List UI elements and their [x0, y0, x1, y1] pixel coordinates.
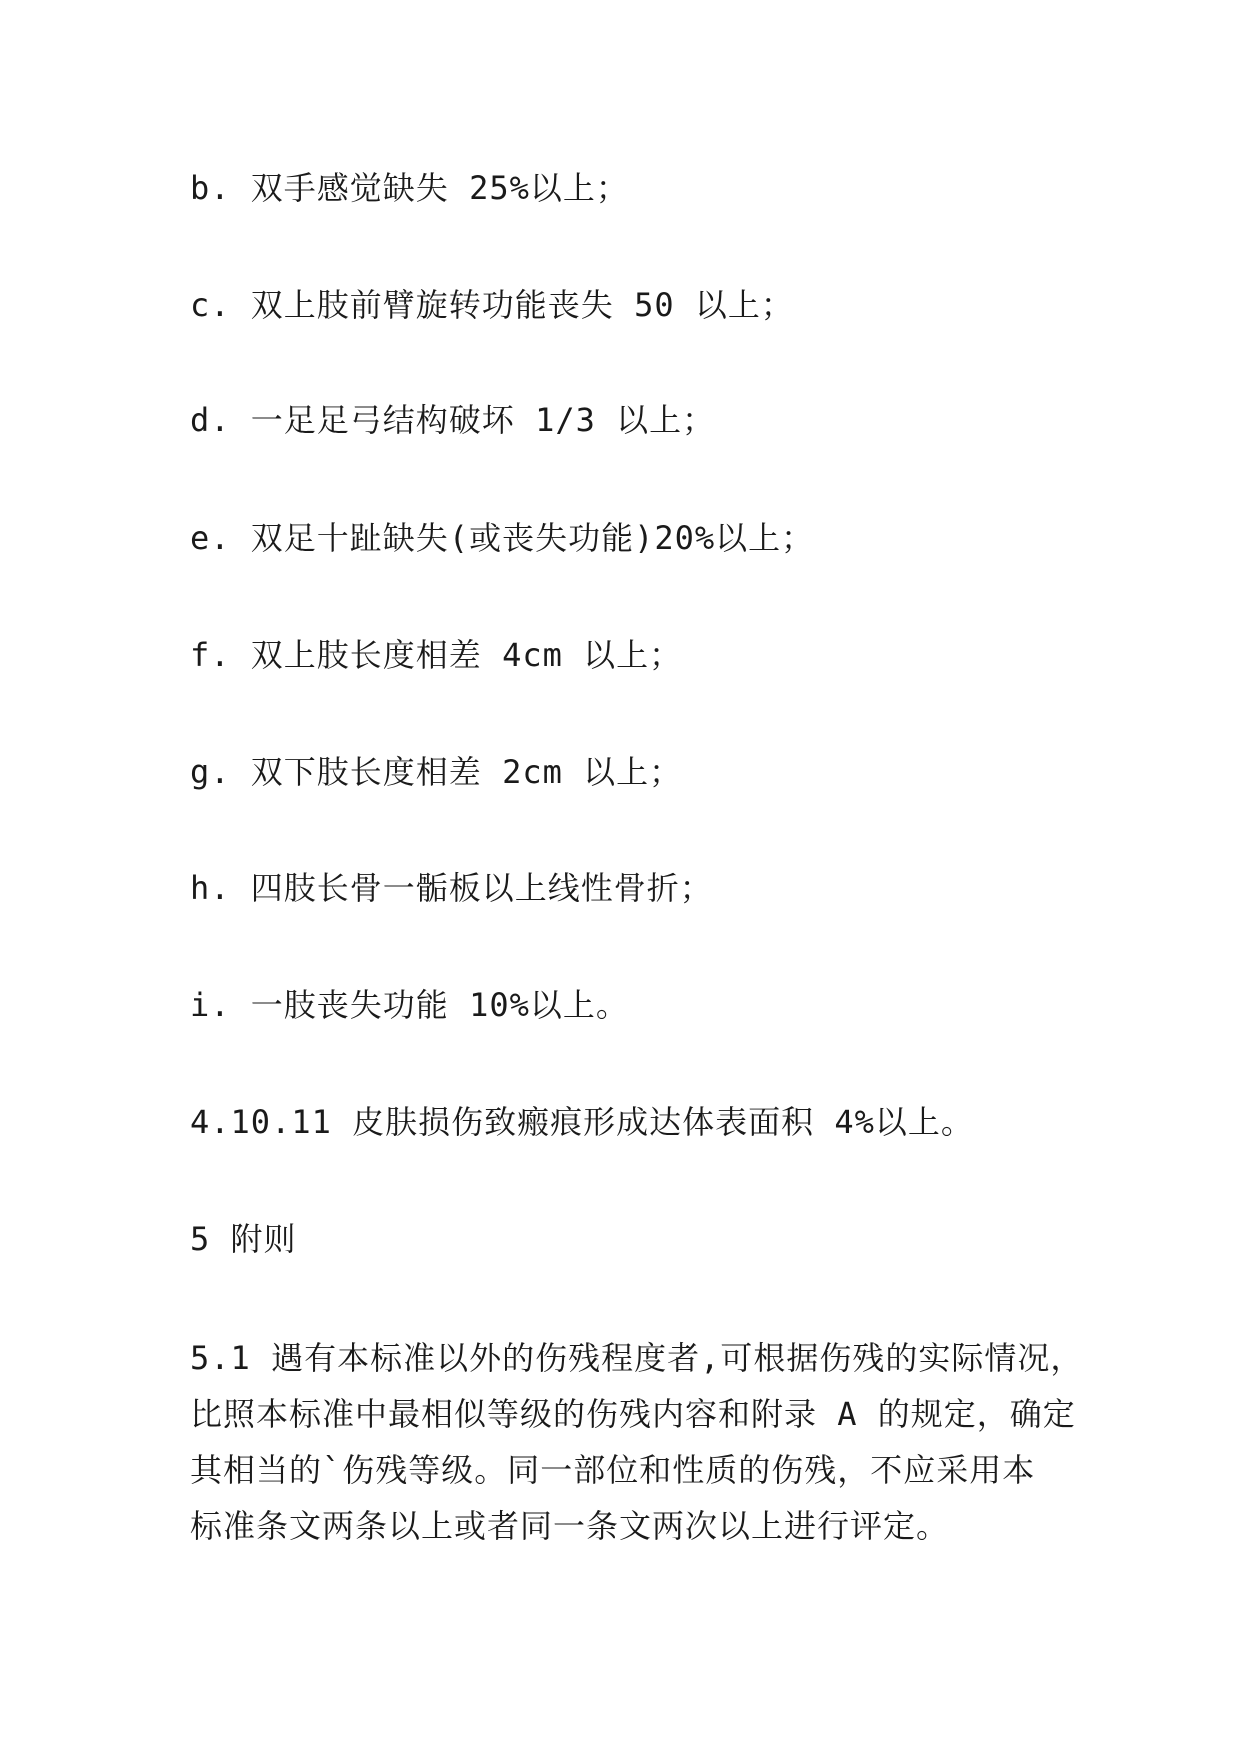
- list-item-g: g. 双下肢长度相差 2cm 以上；: [190, 753, 683, 791]
- list-item-i: i. 一肢丧失功能 10%以上。: [190, 986, 629, 1024]
- clause-5-1-line: 其相当的`伤残等级。同一部位和性质的伤残，不应采用本: [190, 1451, 1036, 1489]
- list-item-e: e. 双足十趾缺失(或丧失功能)20%以上；: [190, 519, 815, 557]
- clause-5-1: [190, 1330, 1084, 1554]
- clause-5-1-line: 5.1 遇有本标准以外的伤残程度者,可根据伤残的实际情况，: [190, 1339, 1084, 1377]
- clause-4-10-11: 4.10.11 皮肤损伤致瘢痕形成达体表面积 4%以上。: [190, 1103, 974, 1141]
- list-item-d: d. 一足足弓结构破坏 1/3 以上；: [190, 401, 716, 439]
- clause-5-1-line: 比照本标准中最相似等级的伤残内容和附录 A 的规定，确定: [190, 1395, 1076, 1433]
- list-item-b: b. 双手感觉缺失 25%以上；: [190, 169, 629, 207]
- clause-5-1-line: 标准条文两条以上或者同一条文两次以上进行评定。: [190, 1507, 950, 1545]
- list-item-c: c. 双上肢前臂旋转功能丧失 50 以上；: [190, 286, 794, 324]
- list-item-f: f. 双上肢长度相差 4cm 以上；: [190, 636, 683, 674]
- list-item-h: h. 四肢长骨一骺板以上线性骨折；: [190, 869, 713, 907]
- section-5-title: 5 附则: [190, 1220, 297, 1258]
